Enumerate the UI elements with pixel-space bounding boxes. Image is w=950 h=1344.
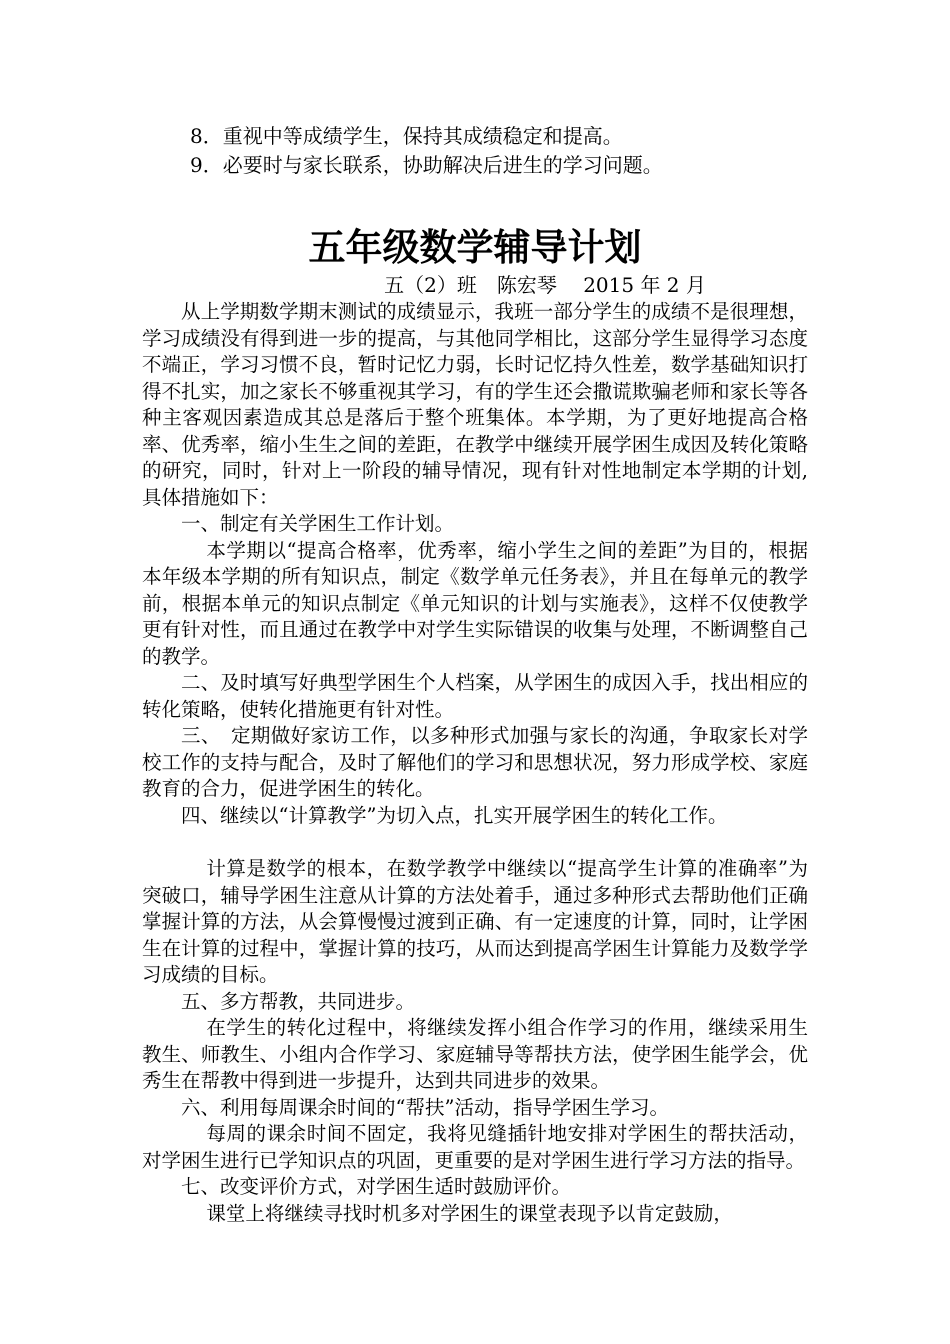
section-heading-1: 一、制定有关学困生工作计划。: [181, 512, 455, 535]
section-body-7: 课堂上将继续寻找时机多对学困生的课堂表现予以肯定鼓励，: [206, 1201, 733, 1225]
section-heading-4: 四、继续以“计算教学”为切入点，扎实开展学困生的转化工作。: [181, 803, 728, 827]
section-heading-5: 五、多方帮教，共同进步。: [181, 989, 416, 1013]
section-body-4: 计算是数学的根本，在数学教学中继续以“提高学生计算的准确率”为突破口，辅导学困生注意从计算的方法处着手，通过多种形式去帮助他们正确掌握计算的方法，从会算慢慢过渡到正确、有一定速度的计算，同时，让学困生在计算的过程中，掌握计算的技巧，从而达到提高学困生计算能力及数学学习成绩的目标。: [142, 857, 808, 986]
list-item: 8．重视中等成绩学生，保持其成绩稳定和提高。: [190, 124, 623, 148]
document-title: 五年级数学辅导计划: [308, 226, 642, 269]
section-heading-3: 三、 定期做好家访工作，以多种形式加强与家长的沟通，争取家长对学校工作的支持与配合，及时了解他们的学习和思想状况，努力形成学校、家庭教育的合力，促进学困生的转化。: [142, 724, 808, 800]
list-item: 9．必要时与家长联系，协助解决后进生的学习问题。: [190, 153, 663, 177]
section-body-1: 本学期以“提高合格率，优秀率，缩小学生之间的差距”为目的，根据本年级本学期的所有知识点，制定《数学单元任务表》，并且在每单元的教学前，根据本单元的知识点制定《单元知识的计划与实施表》，这样不仅使教学更有针对性，而且通过在教学中对学生实际错误的收集与处理，不断调整自己的教学。: [142, 538, 808, 668]
numbered-list: [190, 122, 830, 180]
section-heading-2: 二、及时填写好典型学困生个人档案，从学困生的成因入手，找出相应的转化策略，使转化措施更有针对性。: [142, 671, 808, 721]
blank-line: [142, 829, 808, 856]
intro-paragraph: 从上学期数学期末测试的成绩显示，我班一部分学生的成绩不是很理想，学习成绩没有得到进一步的提高，与其他同学相比，这部分学生显得学习态度不端正，学习习惯不良，暂时记忆力弱，长时记忆持久性差，数学基础知识打得不扎实，加之家长不够重视其学习，有的学生还会撒谎欺骗老师和家长等各种主客观因素造成其总是落后于整个班集体。本学期，为了更好地提高合格率、优秀率，缩小生生之间的差距，在教学中继续开展学困生成因及转化策略的研究，同时，针对上一阶段的辅导情况，现有针对性地制定本学期的计划,具体措施如下：: [142, 300, 808, 509]
document-body: [142, 299, 808, 1227]
section-body-6: 每周的课余时间不固定，我将见缝插针地安排对学困生的帮扶活动，对学困生进行已学知识点的巩固，更重要的是对学困生进行学习方法的指导。: [142, 1122, 808, 1172]
byline: 五（2）班 陈宏琴 2015 年 2 月: [384, 273, 706, 297]
section-body-5: 在学生的转化过程中，将继续发挥小组合作学习的作用，继续采用生教生、师教生、小组内合作学习、家庭辅导等帮扶方法，使学困生能学会，优秀生在帮教中得到进一步提升，达到共同进步的效果。: [142, 1016, 808, 1092]
section-heading-7: 七、改变评价方式，对学困生适时鼓励评价。: [181, 1175, 572, 1198]
section-heading-6: 六、利用每周课余时间的“帮扶”活动，指导学困生学习。: [181, 1095, 669, 1119]
